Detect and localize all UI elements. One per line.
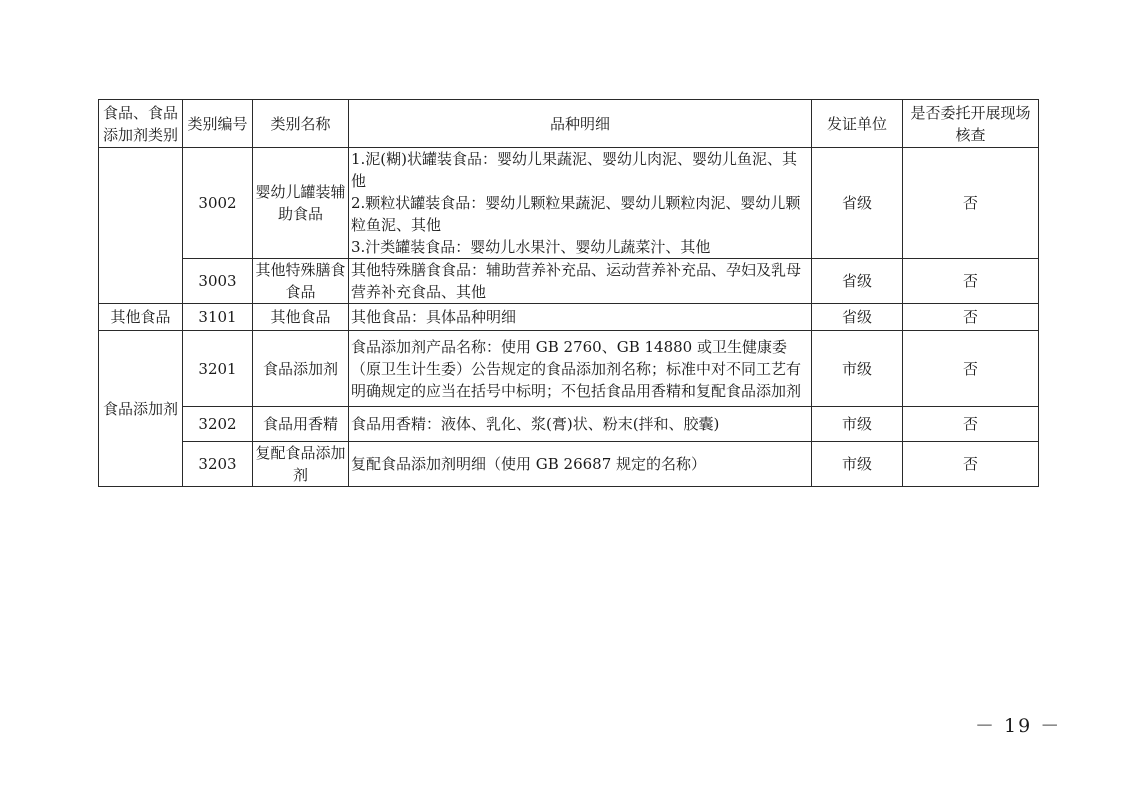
variety-detail: 食品用香精：液体、乳化、浆(膏)状、粉末(拌和、胶囊) (349, 407, 812, 442)
header-category-name: 类别名称 (253, 100, 349, 148)
category-name: 复配食品添加剂 (253, 442, 349, 487)
variety-detail: 其他食品：具体品种明细 (349, 304, 812, 331)
category-name: 食品添加剂 (253, 331, 349, 407)
category-code: 3201 (183, 331, 253, 407)
food-category-table (98, 99, 1039, 487)
detail-line: 3.汁类罐装食品：婴幼儿水果汁、婴幼儿蔬菜汁、其他 (351, 238, 711, 256)
category-cell-empty (99, 148, 183, 304)
category-type: 其他食品 (99, 304, 183, 331)
variety-detail: 复配食品添加剂明细（使用 GB 26687 规定的名称） (349, 442, 812, 487)
table-header-row (99, 100, 1039, 148)
variety-detail (349, 148, 812, 259)
variety-detail: 其他特殊膳食食品：辅助营养补充品、运动营养补充品、孕妇及乳母营养补充食品、其他 (349, 259, 812, 304)
issuing-authority: 市级 (812, 407, 903, 442)
header-onsite-inspection: 是否委托开展现场核查 (903, 100, 1039, 148)
onsite-inspection: 否 (903, 259, 1039, 304)
onsite-inspection: 否 (903, 304, 1039, 331)
category-code: 3202 (183, 407, 253, 442)
variety-detail: 食品添加剂产品名称：使用 GB 2760、GB 14880 或卫生健康委（原卫生计生委）公告规定的食品添加剂名称；标准中对不同工艺有明确规定的应当在括号中标明；不包括食品用香精和复配食品添加剂 (349, 331, 812, 407)
table-row (99, 148, 1039, 259)
header-variety-detail: 品种明细 (349, 100, 812, 148)
detail-line: 1.泥(糊)状罐装食品：婴幼儿果蔬泥、婴幼儿肉泥、婴幼儿鱼泥、其他 (351, 150, 798, 190)
category-type: 食品添加剂 (99, 331, 183, 487)
table-row (99, 407, 1039, 442)
header-issuing-authority: 发证单位 (812, 100, 903, 148)
category-name: 食品用香精 (253, 407, 349, 442)
table-row (99, 259, 1039, 304)
table-row (99, 442, 1039, 487)
category-name: 其他食品 (253, 304, 349, 331)
header-category-type: 食品、食品添加剂类别 (99, 100, 183, 148)
issuing-authority: 市级 (812, 331, 903, 407)
issuing-authority: 省级 (812, 148, 903, 259)
header-category-code: 类别编号 (183, 100, 253, 148)
category-code: 3101 (183, 304, 253, 331)
onsite-inspection: 否 (903, 331, 1039, 407)
page-number: － 19 － (975, 715, 1062, 737)
table-row (99, 304, 1039, 331)
category-name: 婴幼儿罐装辅助食品 (253, 148, 349, 259)
category-code: 3203 (183, 442, 253, 487)
onsite-inspection: 否 (903, 148, 1039, 259)
issuing-authority: 省级 (812, 259, 903, 304)
issuing-authority: 市级 (812, 442, 903, 487)
table-row (99, 331, 1039, 407)
category-name: 其他特殊膳食食品 (253, 259, 349, 304)
category-code: 3003 (183, 259, 253, 304)
onsite-inspection: 否 (903, 442, 1039, 487)
onsite-inspection: 否 (903, 407, 1039, 442)
detail-line: 2.颗粒状罐装食品：婴幼儿颗粒果蔬泥、婴幼儿颗粒肉泥、婴幼儿颗粒鱼泥、其他 (351, 194, 801, 234)
issuing-authority: 省级 (812, 304, 903, 331)
category-code: 3002 (183, 148, 253, 259)
